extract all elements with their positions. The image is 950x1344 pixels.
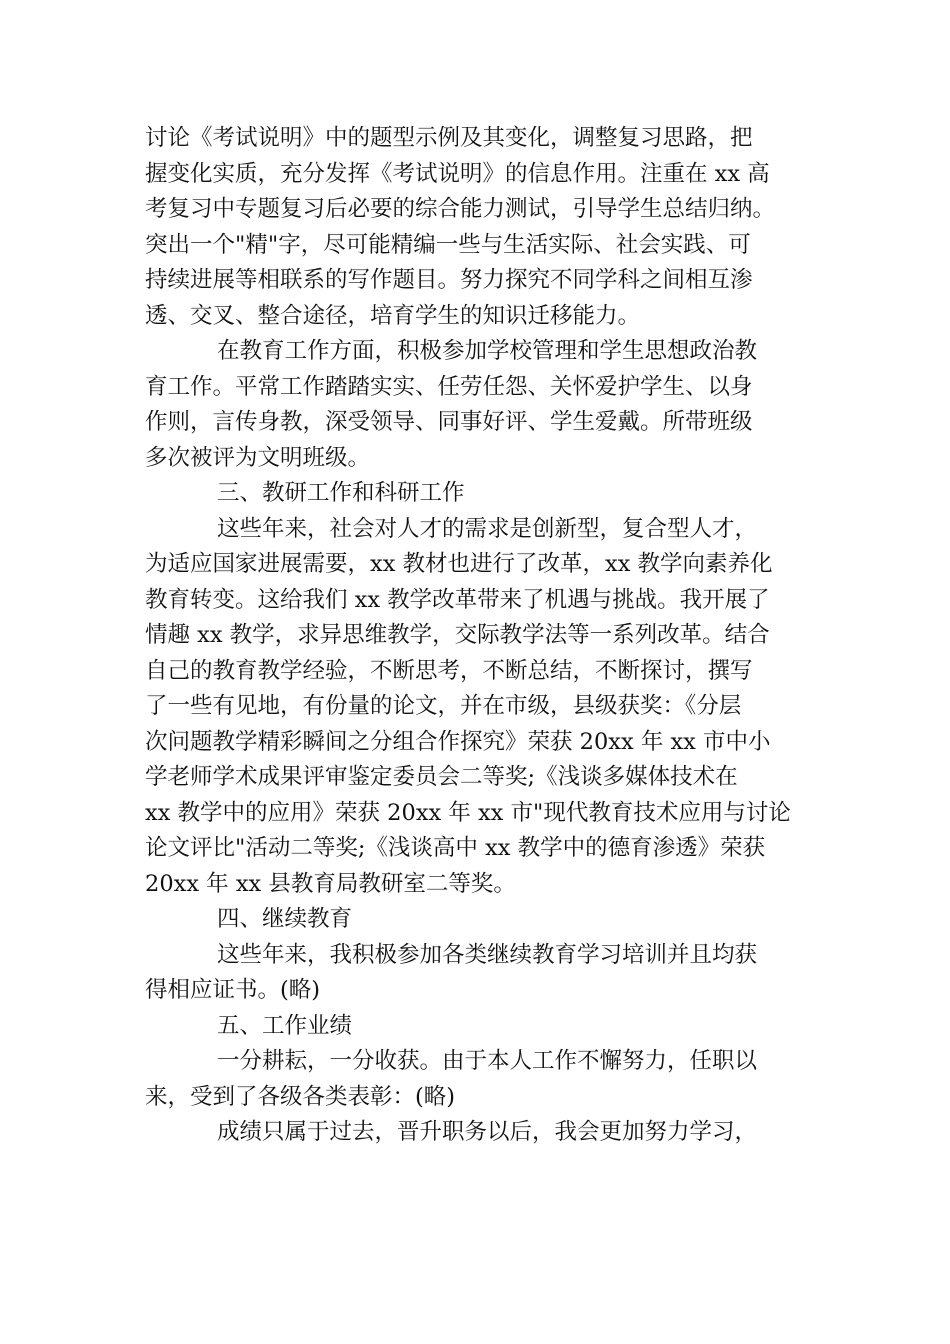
text-line: 作则，言传身教，深受领导、同事好评、学生爱戴。所带班级 bbox=[145, 409, 753, 435]
text-line: 四、继续教育 bbox=[217, 906, 353, 932]
text-line: 教育转变。这给我们 xx 教学改革带来了机遇与挑战。我开展了 bbox=[145, 586, 770, 613]
text-line: 握变化实质，充分发挥《考试说明》的信息作用。注重在 xx 高 bbox=[145, 160, 770, 187]
text-line: 在教育工作方面，积极参加学校管理和学生思想政治教 bbox=[217, 338, 758, 364]
text-line: 20xx 年 xx 县教育局教研室二等奖。 bbox=[145, 870, 516, 897]
text-line: 来，受到了各级各类表彰：(略) bbox=[145, 1083, 456, 1110]
text-line: 这些年来，社会对人才的需求是创新型，复合型人才， bbox=[217, 515, 758, 542]
text-line: 三、教研工作和科研工作 bbox=[217, 480, 465, 506]
text-line: 自己的教育教学经验，不断思考，不断总结，不断探讨，撰写 bbox=[145, 657, 753, 684]
text-line: 透、交叉、整合途径，培育学生的知识迁移能力。 bbox=[145, 302, 641, 329]
text-line: 得相应证书。(略) bbox=[145, 977, 321, 1003]
text-line: 次问题教学精彩瞬间之分组合作探究》荣获 20xx 年 xx 市中小 bbox=[145, 728, 771, 755]
text-line: 了一些有见地，有份量的论文，并在市级，县级获奖：《分层 bbox=[145, 693, 742, 719]
text-line: 这些年来，我积极参加各类继续教育学习培训并且均获 bbox=[217, 941, 758, 968]
document-body bbox=[145, 121, 810, 1151]
text-line: 讨论《考试说明》中的题型示例及其变化，调整复习思路，把 bbox=[145, 125, 753, 151]
text-line: 育工作。平常工作踏踏实实、任劳任怨、关怀爱护学生、以身 bbox=[145, 373, 753, 400]
text-line: 多次被评为文明班级。 bbox=[145, 444, 371, 471]
text-line: 五、工作业绩 bbox=[217, 1012, 353, 1039]
text-line: 成绩只属于过去，晋升职务以后，我会更加努力学习， bbox=[217, 1119, 758, 1145]
text-line: 持续进展等相联系的写作题目。努力探究不同学科之间相互渗 bbox=[145, 267, 753, 293]
text-line: 一分耕耘，一分收获。由于本人工作不懈努力，任职以 bbox=[217, 1048, 758, 1074]
text-line: 突出一个"精"字，尽可能精编一些与生活实际、社会实践、可 bbox=[145, 231, 751, 258]
text-line: 为适应国家进展需要，xx 教材也进行了改革，xx 教学向素养化 bbox=[145, 551, 773, 577]
text-line: xx 教学中的应用》荣获 20xx 年 xx 市"现代教育技术应用与讨论 bbox=[145, 799, 791, 826]
text-line: 论文评比"活动二等奖;《浅谈高中 xx 教学中的德育渗透》荣获 bbox=[145, 835, 766, 861]
text-line: 情趣 xx 教学，求异思维教学，交际教学法等一系列改革。结合 bbox=[145, 622, 770, 648]
text-line: 考复习中专题复习后必要的综合能力测试，引导学生总结归纳。 bbox=[145, 196, 776, 222]
text-line: 学老师学术成果评审鉴定委员会二等奖;《浅谈多媒体技术在 bbox=[145, 764, 738, 790]
